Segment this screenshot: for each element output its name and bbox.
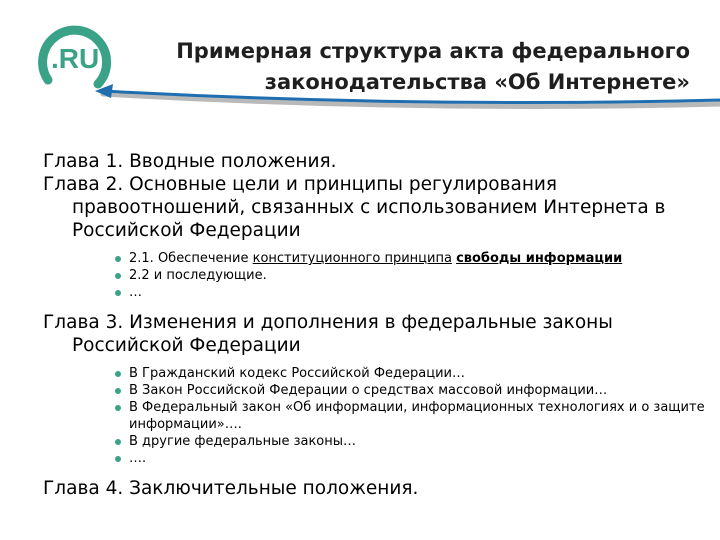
logo-text: .RU: [51, 43, 100, 74]
chapter-2: Глава 2. Основные цели и принципы регулирования правоотношений, связанных с использованием Интернета в Российской Федерации: [43, 174, 666, 241]
list-item: …: [113, 284, 713, 301]
list-item: 2.1. Обеспечение конституционного принципа свободы информации: [113, 250, 713, 267]
chapter-3-items: [43, 365, 713, 467]
chapter-1: Глава 1. Вводные положения.: [43, 151, 337, 172]
chapter-2-items: [43, 250, 713, 301]
title-line-1: Примерная структура акта федерального: [176, 39, 690, 63]
chapter-4: Глава 4. Заключительные положения.: [43, 478, 419, 499]
slide-content: [43, 150, 713, 500]
list-item: В Закон Российской Федерации о средствах массовой информации…: [113, 382, 713, 399]
list-item: 2.2 и последующие.: [113, 267, 713, 284]
chapter-3: Глава 3. Изменения и дополнения в федеральные законы Российской Федерации: [43, 312, 613, 356]
decorative-arrow: [95, 82, 720, 116]
emphasis-text: свободы информации: [456, 251, 623, 266]
underlined-text: конституционного принципа: [252, 251, 452, 266]
list-item: ….: [113, 450, 713, 467]
list-item: В другие федеральные законы…: [113, 433, 713, 450]
list-item: В Гражданский кодекс Российской Федерации…: [113, 365, 713, 382]
title-line-2: законодательства «Об Интернете»: [264, 70, 690, 94]
list-item: В Федеральный закон «Об информации, информационных технологиях и о защите информации»….: [113, 399, 713, 433]
